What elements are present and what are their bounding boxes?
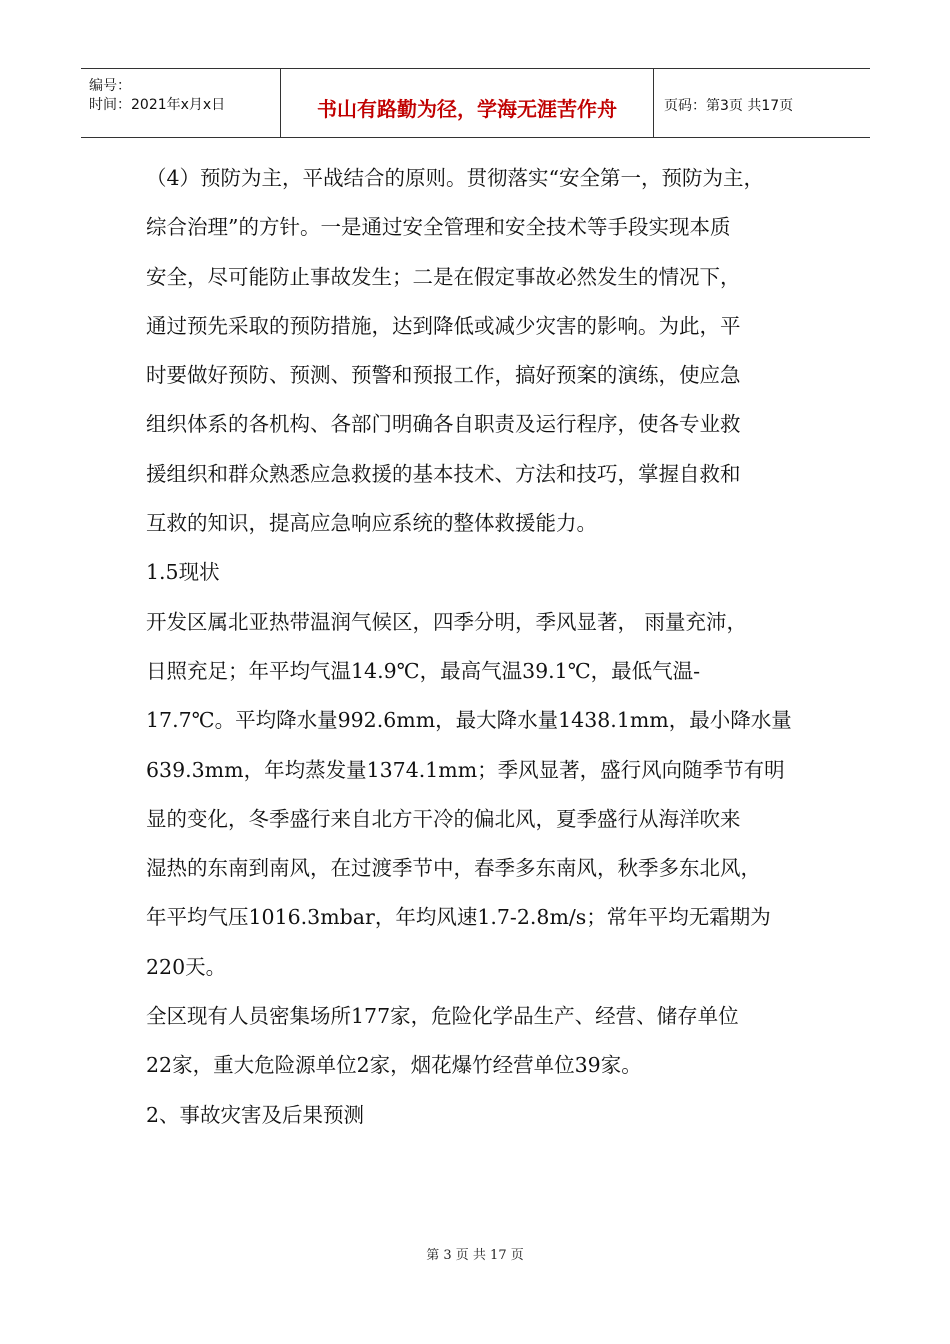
text-line: 全区现有人员密集场所177家，危险化学品生产、经营、储存单位 <box>146 1004 739 1029</box>
document-header <box>81 68 870 138</box>
header-motto-cell <box>281 69 654 137</box>
text-line: 通过预先采取的预防措施，达到降低或减少灾害的影响。为此，平 <box>146 313 741 338</box>
text-line: 639.3mm，年均蒸发量1374.1mm；季风显著，盛行风向随季节有明 <box>146 757 785 782</box>
text-line: 220天。 <box>146 954 227 979</box>
time-label: 时间：2021年x月x日 <box>89 97 226 113</box>
text-line: 2、事故灾害及后果预测 <box>146 1102 365 1127</box>
text-line: 年平均气压1016.3mbar，年均风速1.7-2.8m/s；常年平均无霜期为 <box>146 905 771 930</box>
page-footer: 第 3 页 共 17 页 <box>426 1248 524 1263</box>
text-line: 时要做好预防、预测、预警和预报工作，搞好预案的演练，使应急 <box>146 363 741 388</box>
text-line: 安全，尽可能防止事故发生；二是在假定事故必然发生的情况下， <box>146 264 741 289</box>
number-label: 编号： <box>89 78 131 94</box>
motto-text: 书山有路勤为径，学海无涯苦作舟 <box>317 97 617 121</box>
header-info-cell <box>81 69 281 137</box>
text-line: 日照充足；年平均气温14.9℃，最高气温39.1℃，最低气温- <box>146 658 701 683</box>
text-line: 组织体系的各机构、各部门明确各自职责及运行程序，使各专业救 <box>146 412 741 437</box>
text-line: 1.5现状 <box>146 560 220 585</box>
text-line: 开发区属北亚热带温润气候区，四季分明，季风显著， 雨量充沛， <box>146 609 748 634</box>
body-text <box>146 154 826 1140</box>
text-line: 湿热的东南到南风，在过渡季节中，春季多东南风，秋季多东北风， <box>146 856 761 881</box>
text-line: 互救的知识，提高应急响应系统的整体救援能力。 <box>146 511 597 536</box>
text-line: 援组织和群众熟悉应急救援的基本技术、方法和技巧，掌握自救和 <box>146 461 741 486</box>
header-page-cell <box>654 69 870 137</box>
text-line: 综合治理”的方针。一是通过安全管理和安全技术等手段实现本质 <box>146 215 731 240</box>
text-line: （4）预防为主，平战结合的原则。贯彻落实“安全第一，预防为主， <box>146 166 765 190</box>
page-code: 页码：第3页 共17页 <box>664 98 794 114</box>
text-line: 显的变化，冬季盛行来自北方干冷的偏北风，夏季盛行从海洋吹来 <box>146 806 741 831</box>
text-line: 22家，重大危险源单位2家，烟花爆竹经营单位39家。 <box>146 1053 642 1078</box>
text-line: 17.7℃。平均降水量992.6mm，最大降水量1438.1mm，最小降水量 <box>146 708 792 733</box>
